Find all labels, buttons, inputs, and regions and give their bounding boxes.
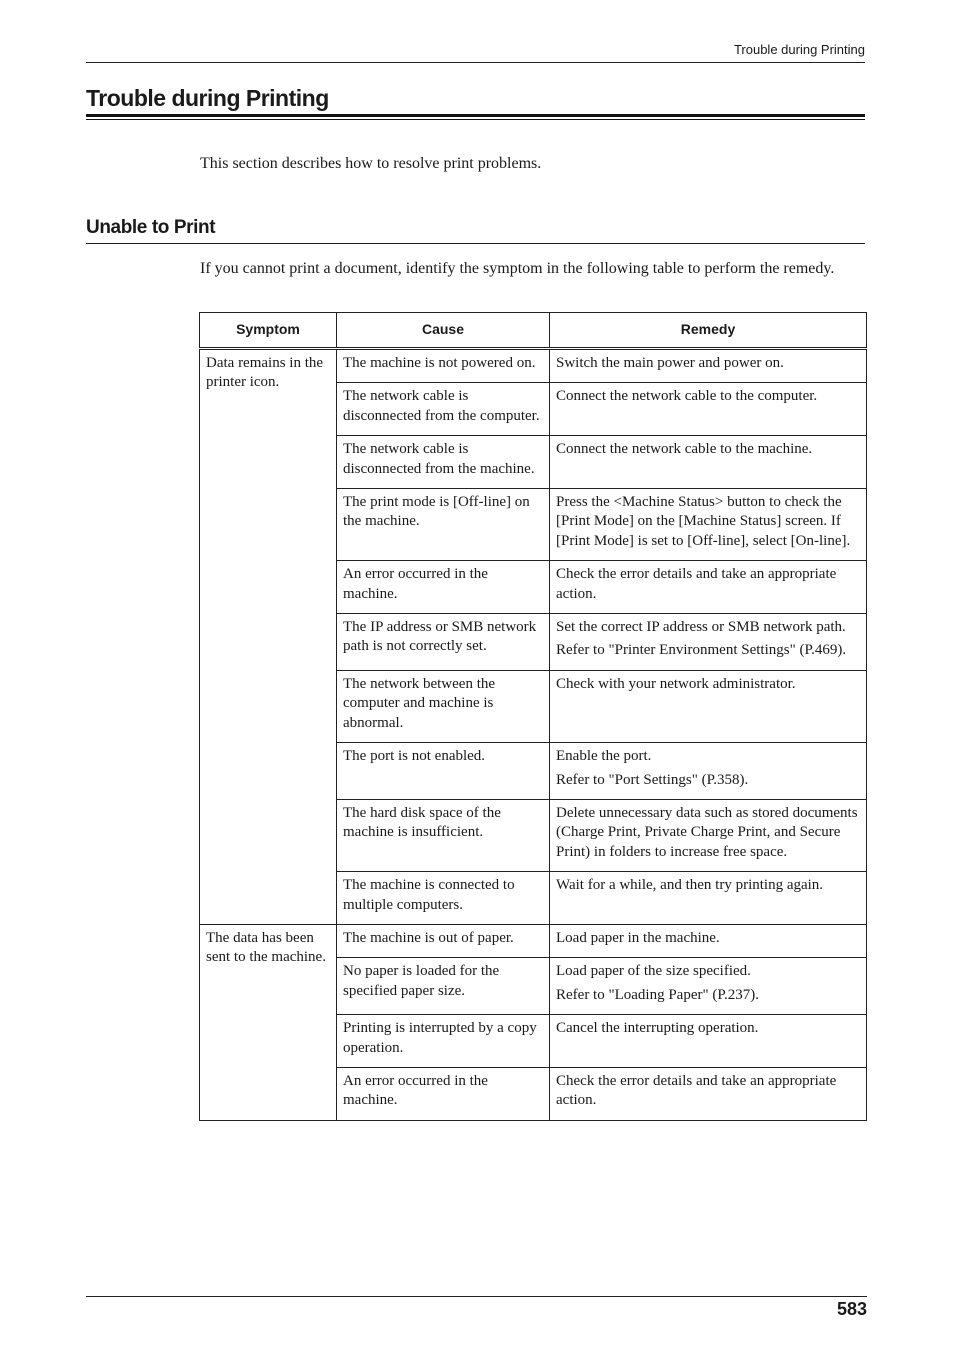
cause-cell: Printing is interrupted by a copy operation. [337,1015,550,1068]
section-heading: Unable to Print [86,216,865,244]
remedy-cell [550,1015,867,1068]
intro-text: This section describes how to resolve print problems. [200,155,542,172]
remedy-line: Wait for a while, and then try printing again. [556,877,824,894]
remedy-cell [550,614,867,671]
remedy-line: Check the error details and take an appropriate action. [556,1072,837,1109]
running-header: Trouble during Printing [86,41,865,63]
header-cause: Cause [337,313,550,349]
section-paragraph: If you cannot print a document, identify the symptom in the following table to perform the remedy. [200,260,835,277]
table-row [200,924,867,957]
remedy-line: Connect the network cable to the machine. [556,441,813,458]
remedy-line: Refer to "Port Settings" (P.358). [556,771,749,788]
troubleshooting-table [199,312,867,1121]
remedy-line: Load paper in the machine. [556,929,720,946]
cause-cell: The IP address or SMB network path is not correctly set. [337,614,550,671]
page-title: Trouble during Printing [86,83,865,117]
symptom-cell: The data has been sent to the machine. [200,924,337,1120]
table-row [200,349,867,383]
remedy-line: Cancel the interrupting operation. [556,1020,759,1037]
cause-cell: The hard disk space of the machine is insufficient. [337,799,550,871]
remedy-line: Check the error details and take an appropriate action. [556,566,837,602]
remedy-line: Delete unnecessary data such as stored documents (Charge Print, Private Charge Print, and Secure Print) in folders to increase free space. [556,804,858,860]
cause-cell: The machine is not powered on. [337,349,550,383]
remedy-cell [550,349,867,383]
remedy-cell [550,958,867,1015]
remedy-cell [550,561,867,614]
remedy-line: Load paper of the size specified. [556,963,751,980]
cause-cell: The print mode is [Off-line] on the machine. [337,489,550,561]
remedy-cell [550,1067,867,1120]
cause-cell: The network cable is disconnected from the computer. [337,383,550,436]
remedy-line: Switch the main power and power on. [556,355,784,371]
remedy-cell [550,872,867,925]
cause-cell: The machine is out of paper. [337,924,550,957]
header-symptom: Symptom [200,313,337,349]
page-number: 583 [836,1299,867,1319]
remedy-line: Refer to "Loading Paper" (P.237). [556,986,760,1003]
footer-rule [86,1296,867,1297]
cause-cell: The network cable is disconnected from the machine. [337,436,550,489]
cause-cell: An error occurred in the machine. [337,561,550,614]
table-body [200,349,867,1121]
remedy-line: Set the correct IP address or SMB network path. [556,619,846,636]
remedy-line: Refer to "Printer Environment Settings" (P.469). [556,642,847,659]
remedy-line: Connect the network cable to the computer. [556,388,818,405]
remedy-line: Enable the port. [556,748,652,765]
symptom-cell: Data remains in the printer icon. [200,349,337,925]
remedy-cell [550,799,867,871]
remedy-line: Press the <Machine Status> button to check the [Print Mode] on the [Machine Status] screen. If [Print Mode] is set to [Off-line], select [On-line]. [556,494,851,549]
table-header-row [200,313,867,349]
remedy-cell [550,436,867,489]
remedy-cell [550,383,867,436]
remedy-cell [550,489,867,561]
cause-cell: The network between the computer and machine is abnormal. [337,670,550,742]
remedy-cell [550,743,867,800]
cause-cell: An error occurred in the machine. [337,1067,550,1120]
cause-cell: The port is not enabled. [337,743,550,800]
header-remedy: Remedy [550,313,867,349]
title-underline [86,119,865,120]
cause-cell: No paper is loaded for the specified paper size. [337,958,550,1015]
remedy-cell [550,670,867,742]
remedy-line: Check with your network administrator. [556,675,796,692]
cause-cell: The machine is connected to multiple computers. [337,872,550,925]
remedy-cell [550,924,867,957]
